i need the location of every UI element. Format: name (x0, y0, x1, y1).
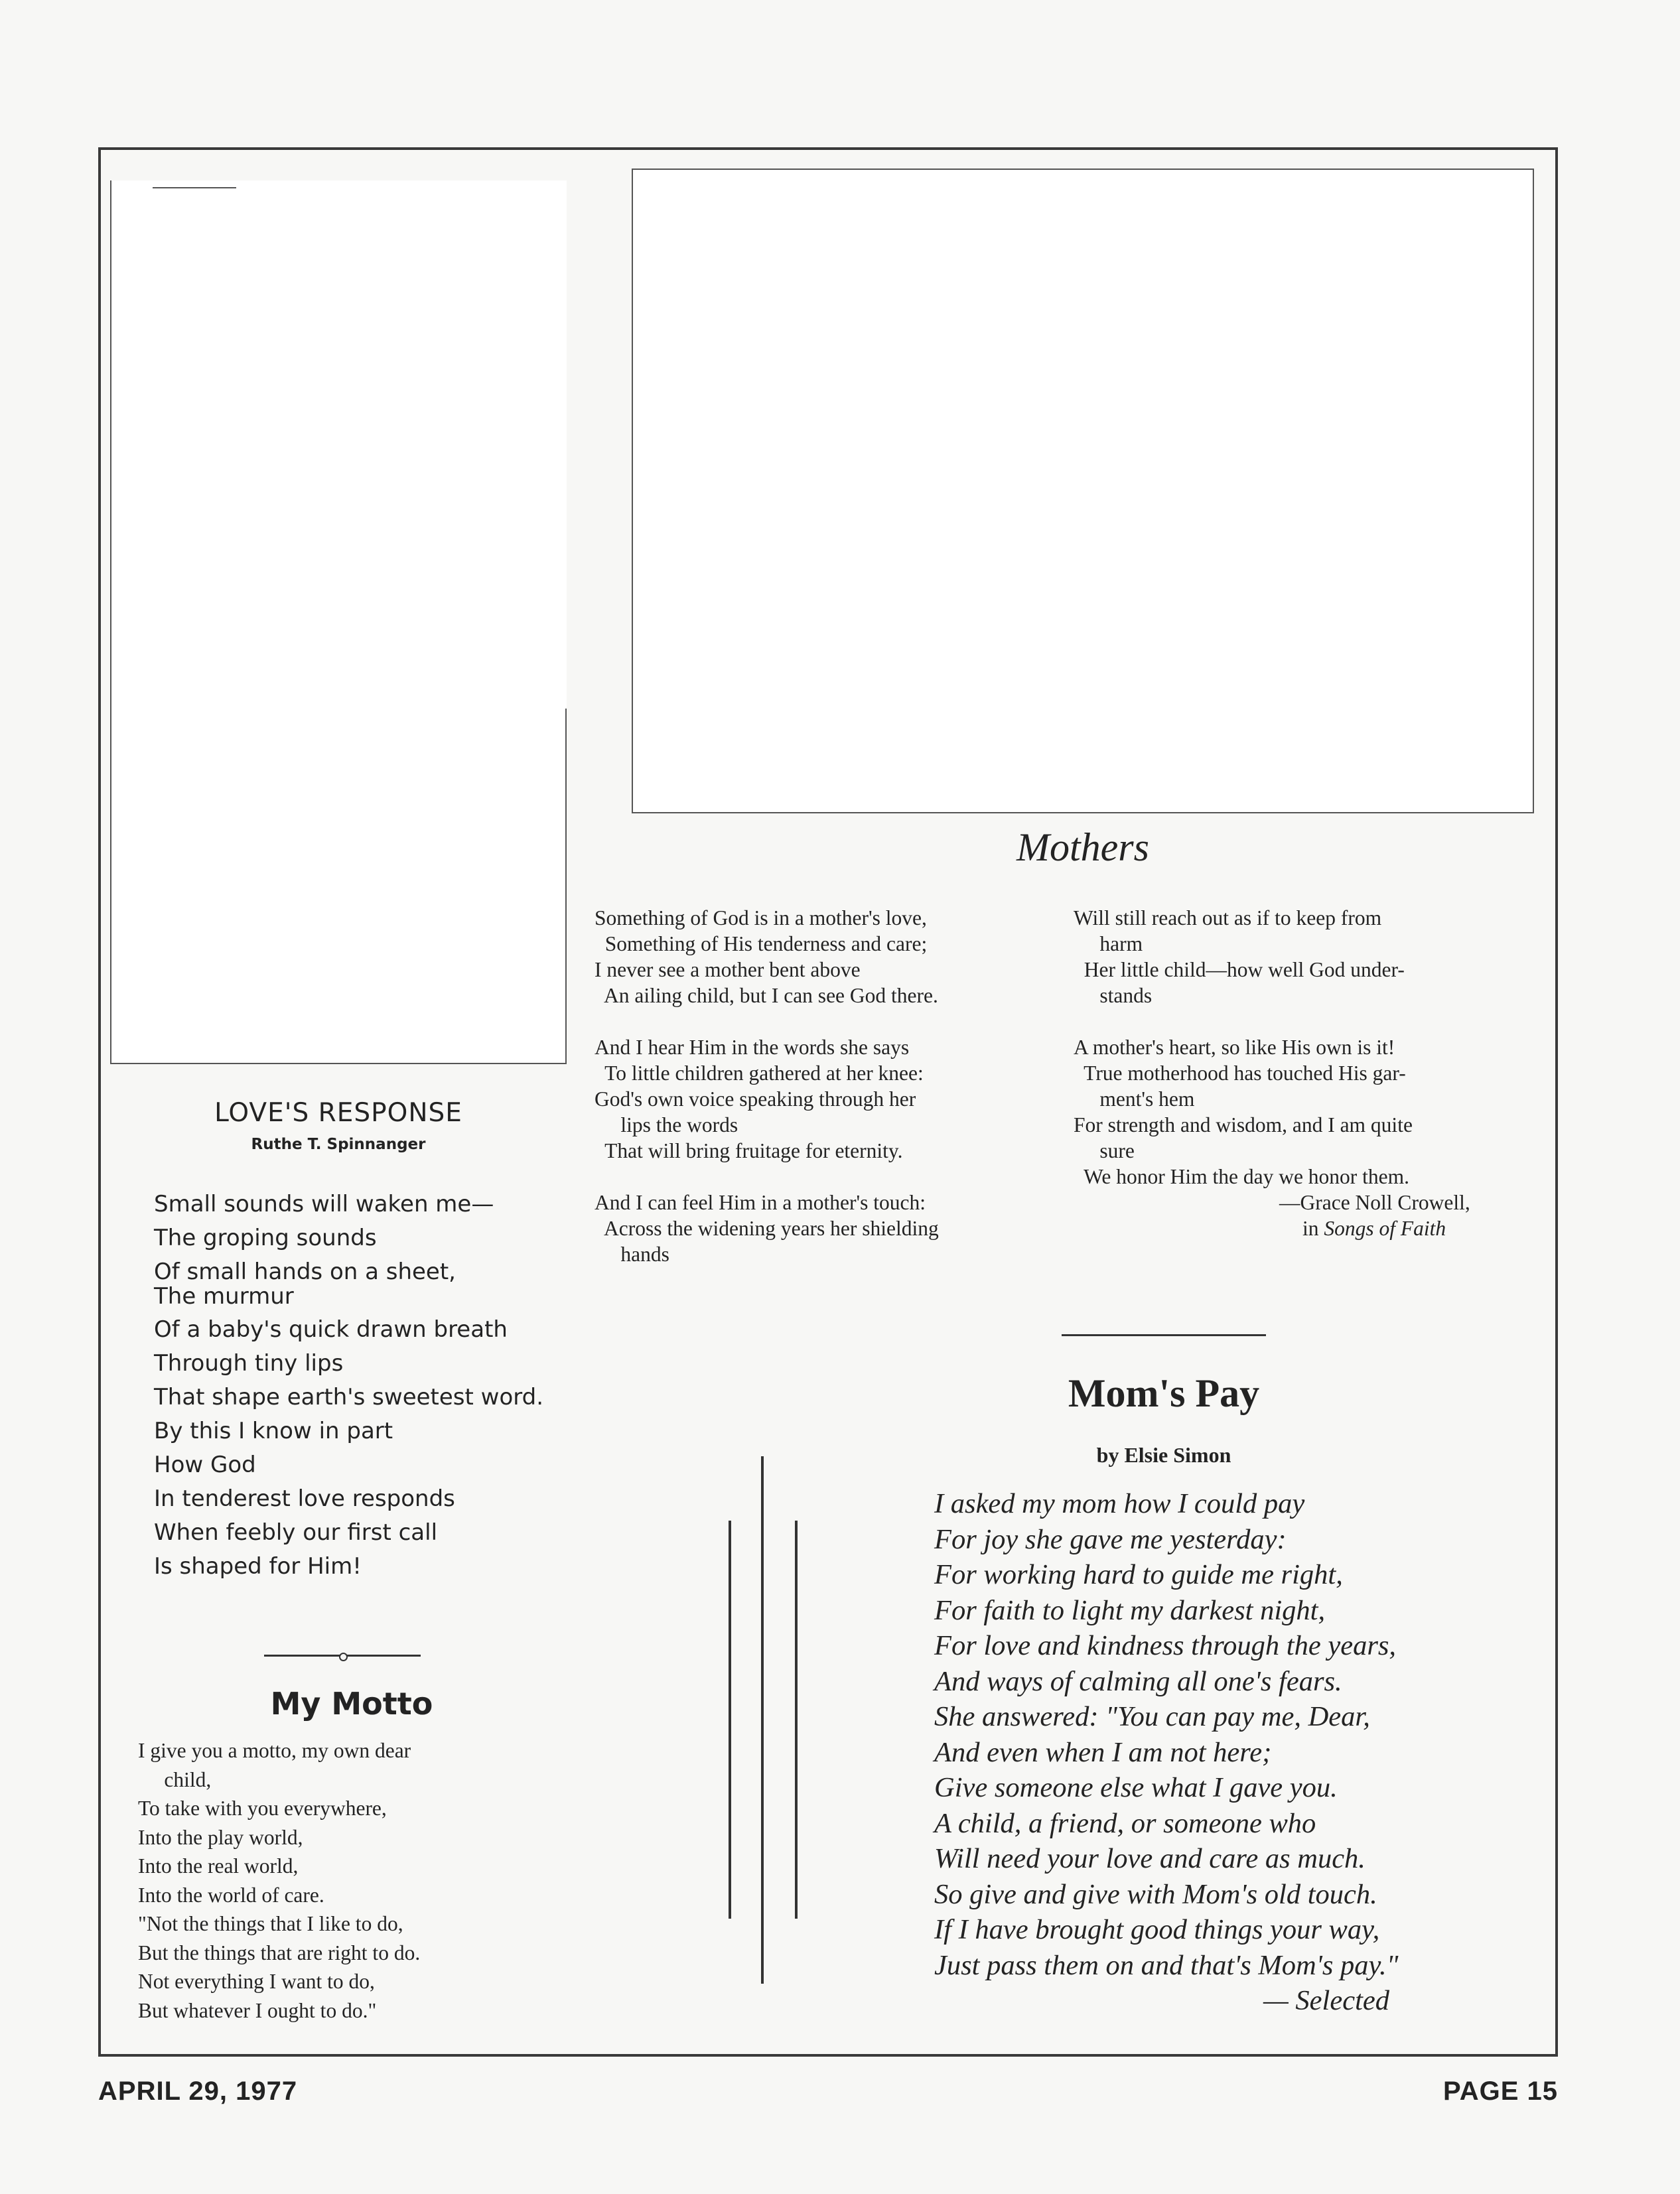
poem-line: The murmur (154, 1283, 294, 1310)
poem-line: In tenderest love responds (154, 1485, 455, 1512)
stanza-gap (595, 1164, 939, 1190)
stanza-gap (595, 1008, 939, 1034)
photo-edge-line (565, 709, 567, 1063)
poem-line: hands (595, 1243, 669, 1266)
poem-line: lips the words (595, 1113, 738, 1136)
right-photo-placeholder (632, 169, 1534, 813)
poem-line: For working hard to guide me right, (934, 1559, 1343, 1590)
poem-line: For strength and wisdom, and I am quite (1074, 1113, 1413, 1136)
poem-line: How God (154, 1452, 256, 1478)
poem-line: So give and give with Mom's old touch. (934, 1878, 1377, 1910)
poem-line: Into the world of care. (138, 1883, 324, 1907)
mothers-left-column (595, 905, 939, 1267)
poem-line: And ways of calming all one's fears. (934, 1665, 1342, 1697)
poem-line: But the things that are right to do. (138, 1941, 421, 1964)
poem-line: "Not the things that I like to do, (138, 1912, 403, 1935)
poem-line: If I have brought good things your way, (934, 1914, 1380, 1945)
poem-line: We honor Him the day we honor them. (1074, 1165, 1410, 1188)
vertical-rule (761, 1456, 764, 1984)
loves-response-poem (154, 1188, 543, 1584)
poem-line: God's own voice speaking through her (595, 1087, 916, 1111)
moms-pay-poem (934, 1486, 1399, 2019)
poem-line: Something of God is in a mother's love, (595, 906, 927, 929)
poem-line: Across the widening years her shielding (595, 1217, 939, 1240)
credit-book-title: Songs of Faith (1324, 1217, 1446, 1240)
poem-line: A mother's heart, so like His own is it! (1074, 1036, 1395, 1059)
poem-credit: — Selected (1263, 1985, 1389, 2016)
poem-line: And I can feel Him in a mother's touch: (595, 1191, 926, 1214)
poem-line: Is shaped for Him! (154, 1553, 362, 1580)
poem-line: Through tiny lips (154, 1350, 344, 1377)
poem-line: That shape earth's sweetest word. (154, 1384, 544, 1410)
poem-line: She answered: "You can pay me, Dear, (934, 1701, 1370, 1732)
ornament-dot (339, 1653, 348, 1661)
section-divider (1062, 1334, 1266, 1336)
poem-line: I never see a mother bent above (595, 958, 861, 981)
poem-line: ment's hem (1074, 1087, 1195, 1111)
poem-credit-name: —Grace Noll Crowell, (1279, 1191, 1470, 1214)
moms-pay-title: Mom's Pay (1068, 1371, 1260, 1415)
poem-line: To take with you everywhere, (138, 1797, 387, 1820)
poem-line: Will need your love and care as much. (934, 1843, 1365, 1874)
loves-response-author: Ruthe T. Spinnanger (251, 1136, 426, 1153)
credit-prefix: in (1302, 1217, 1324, 1240)
poem-line: True motherhood has touched His gar- (1074, 1062, 1406, 1085)
poem-line: The groping sounds (154, 1225, 377, 1251)
poem-line: For love and kindness through the years, (934, 1630, 1397, 1661)
left-photo-placeholder (110, 180, 567, 1064)
poem-line: Of a baby's quick drawn breath (154, 1316, 508, 1343)
poem-line: Her little child—how well God under- (1074, 958, 1405, 981)
my-motto-title: My Motto (270, 1686, 433, 1722)
stanza-gap (1074, 1008, 1470, 1034)
poem-line: Into the real world, (138, 1854, 299, 1878)
poem-line: For faith to light my darkest night, (934, 1594, 1326, 1626)
poem-line: But whatever I ought to do." (138, 1998, 377, 2022)
vertical-rule (795, 1521, 798, 1919)
poem-line: When feebly our first call (154, 1519, 438, 1546)
my-motto-poem (138, 1736, 420, 2025)
poem-line: Into the play world, (138, 1825, 303, 1849)
poem-line: That will bring fruitage for eternity. (595, 1139, 903, 1162)
poem-line: Will still reach out as if to keep from (1074, 906, 1382, 929)
poem-line: Of small hands on a sheet, (154, 1259, 456, 1285)
poem-credit-source (1074, 1215, 1470, 1241)
vertical-rule (729, 1521, 731, 1919)
poem-line: Give someone else what I gave you. (934, 1772, 1338, 1803)
poem-line: And even when I am not here; (934, 1736, 1272, 1768)
page-number: PAGE 15 (1443, 2077, 1558, 2106)
poem-line: I give you a motto, my own dear (138, 1739, 411, 1762)
poem-line: A child, a friend, or someone who (934, 1807, 1316, 1839)
mothers-title: Mothers (1016, 825, 1149, 869)
mothers-right-column (1074, 905, 1470, 1241)
poem-line: Not everything I want to do, (138, 1970, 375, 1993)
poem-line: And I hear Him in the words she says (595, 1036, 910, 1059)
loves-response-title: LOVE'S RESPONSE (214, 1098, 462, 1128)
poem-line: To little children gathered at her knee: (595, 1062, 924, 1085)
poem-line: Small sounds will waken me— (154, 1191, 494, 1217)
poem-line: An ailing child, but I can see God there. (595, 984, 938, 1007)
poem-line: Something of His tenderness and care; (595, 932, 928, 955)
poem-line: I asked my mom how I could pay (934, 1488, 1305, 1519)
moms-pay-author: by Elsie Simon (1096, 1443, 1231, 1467)
poem-line: Just pass them on and that's Mom's pay." (934, 1949, 1399, 1981)
issue-date: APRIL 29, 1977 (98, 2077, 298, 2106)
poem-line: By this I know in part (154, 1418, 393, 1444)
poem-line: stands (1074, 984, 1153, 1007)
poem-line: child, (138, 1767, 212, 1791)
poem-line: harm (1074, 932, 1143, 955)
poem-line: sure (1074, 1139, 1135, 1162)
photo-edge-mark (153, 187, 236, 188)
poem-line: For joy she gave me yesterday: (934, 1523, 1287, 1555)
